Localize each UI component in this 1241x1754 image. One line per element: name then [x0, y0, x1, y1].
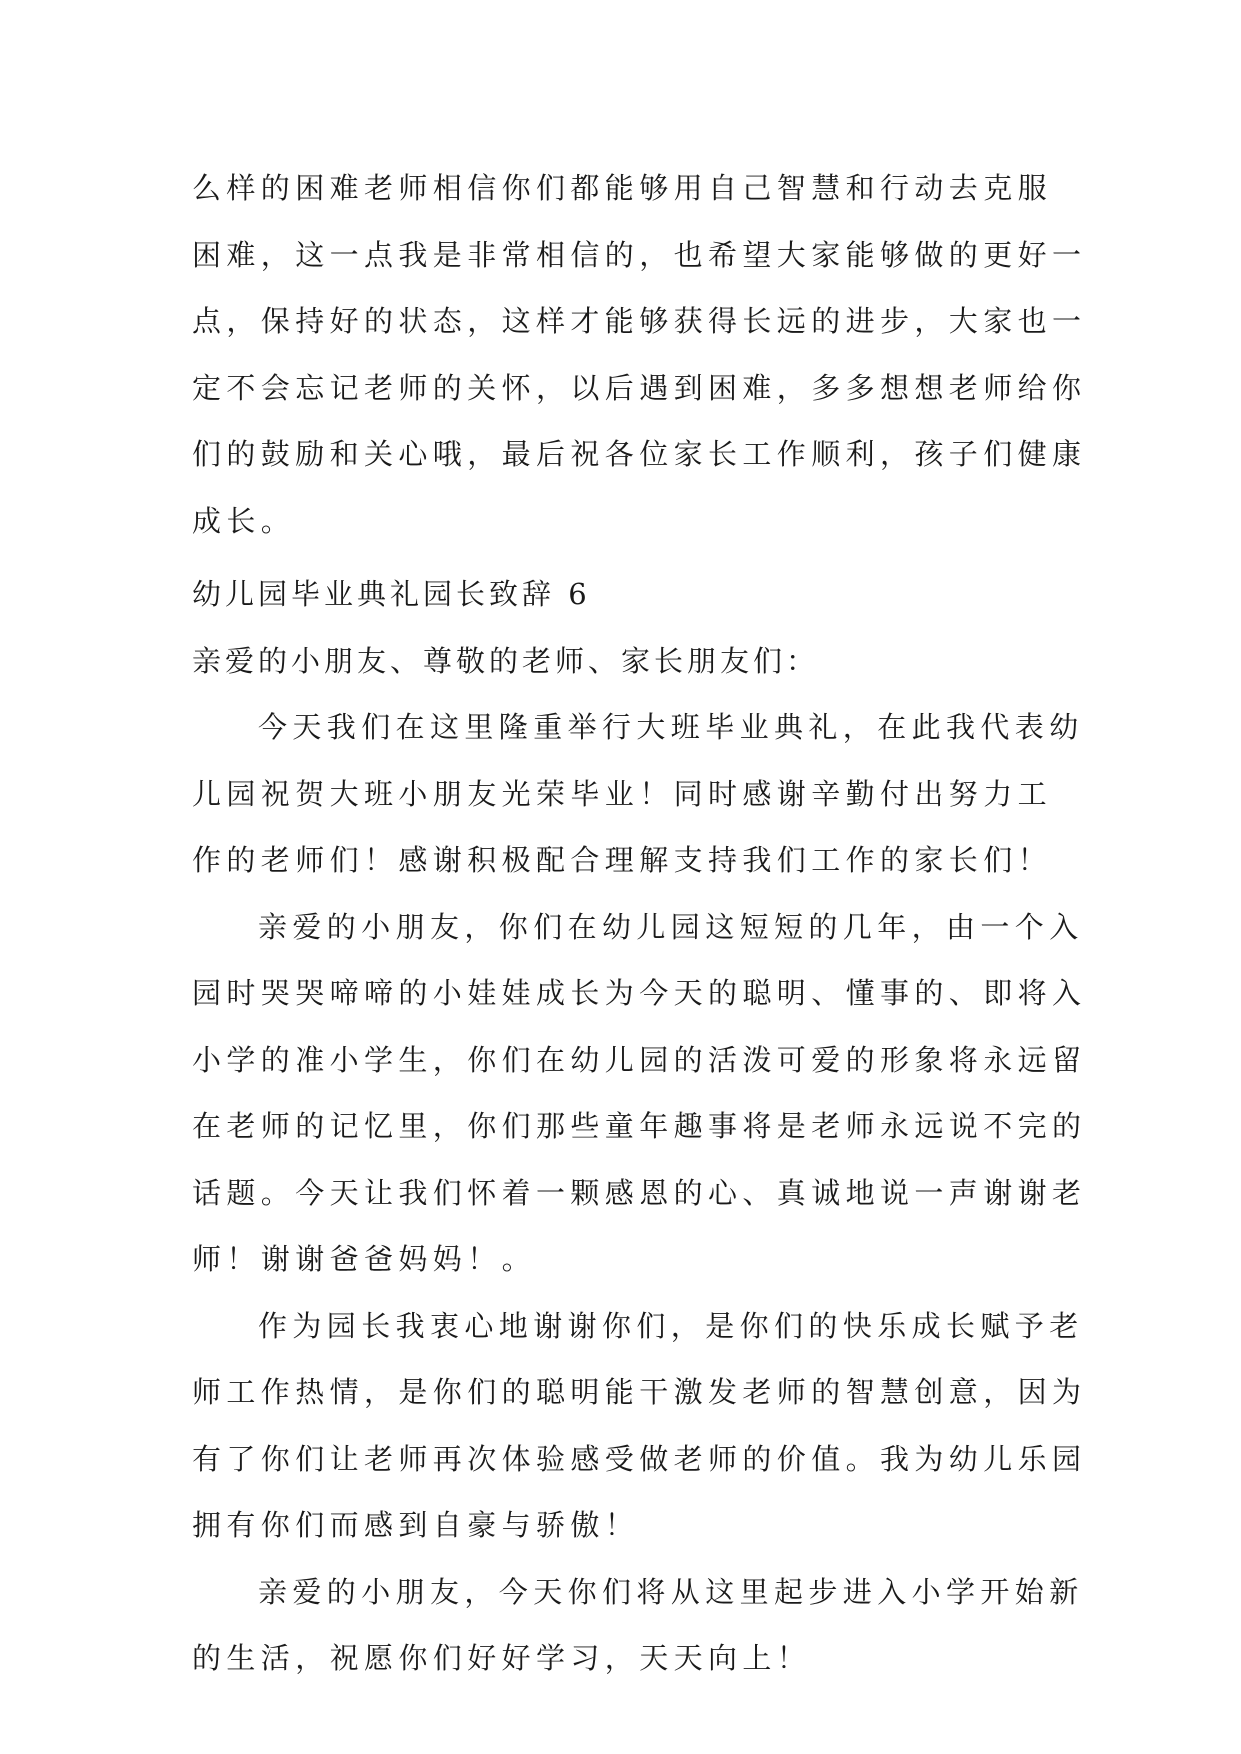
- paragraph: [192, 1559, 1084, 1692]
- paragraph-line: 园时哭哭啼啼的小娃娃成长为今天的聪明、懂事的、即将入: [192, 976, 1087, 1010]
- paragraph-line: 亲爱的小朋友，今天你们将从这里起步进入小学开始新: [258, 1574, 1084, 1609]
- section-title: 幼儿园毕业典礼园长致辞 6: [192, 577, 591, 611]
- paragraph-line: 的生活，祝愿你们好好学习，天天向上！: [192, 1641, 812, 1675]
- paragraph-line: 定不会忘记老师的关怀，以后遇到困难，多多想想老师给你: [192, 370, 1087, 405]
- speech-section: [192, 561, 1087, 1692]
- previous-section-continuation: [192, 155, 1087, 554]
- paragraph-line: 困难，这一点我是非常相信的，也希望大家能够做的更好一: [192, 237, 1087, 272]
- paragraph-line: 今天我们在这里隆重举行大班毕业典礼，在此我代表幼: [258, 710, 1084, 744]
- paragraph-line: 话题。今天让我们怀着一颗感恩的心、真诚地说一声谢谢老: [192, 1175, 1087, 1210]
- paragraph-line: 师工作热情，是你们的聪明能干激发老师的智慧创意，因为: [192, 1375, 1087, 1409]
- paragraph: [192, 894, 1087, 1293]
- paragraph-line: 师！谢谢爸爸妈妈！。: [192, 1242, 537, 1276]
- salutation: 亲爱的小朋友、尊敬的老师、家长朋友们：: [192, 643, 820, 678]
- paragraph-line: 么样的困难老师相信你们都能够用自己智慧和行动去克服: [192, 171, 1053, 205]
- paragraph: [192, 1293, 1087, 1559]
- paragraph-line: 作为园长我衷心地谢谢你们，是你们的快乐成长赋予老: [258, 1308, 1084, 1343]
- paragraph-line: 亲爱的小朋友，你们在幼儿园这短短的几年，由一个入: [258, 909, 1084, 944]
- paragraph-line: 小学的准小学生，你们在幼儿园的活泼可爱的形象将永远留: [192, 1042, 1087, 1077]
- paragraph-line: 有了你们让老师再次体验感受做老师的价值。我为幼儿乐园: [192, 1441, 1087, 1476]
- paragraph-line: 点，保持好的状态，这样才能够获得长远的进步，大家也一: [192, 304, 1087, 338]
- paragraph-line: 作的老师们！感谢积极配合理解支持我们工作的家长们！: [192, 843, 1053, 877]
- paragraph-line: 们的鼓励和关心哦，最后祝各位家长工作顺利，孩子们健康: [192, 437, 1087, 471]
- paragraph-line: 儿园祝贺大班小朋友光荣毕业！同时感谢辛勤付出努力工: [192, 776, 1053, 811]
- paragraph: [192, 694, 1084, 894]
- paragraph-line: 拥有你们而感到自豪与骄傲！: [192, 1508, 640, 1542]
- paragraph-line: 成长。: [192, 503, 296, 538]
- paragraph-line: 在老师的记忆里，你们那些童年趣事将是老师永远说不完的: [192, 1109, 1087, 1143]
